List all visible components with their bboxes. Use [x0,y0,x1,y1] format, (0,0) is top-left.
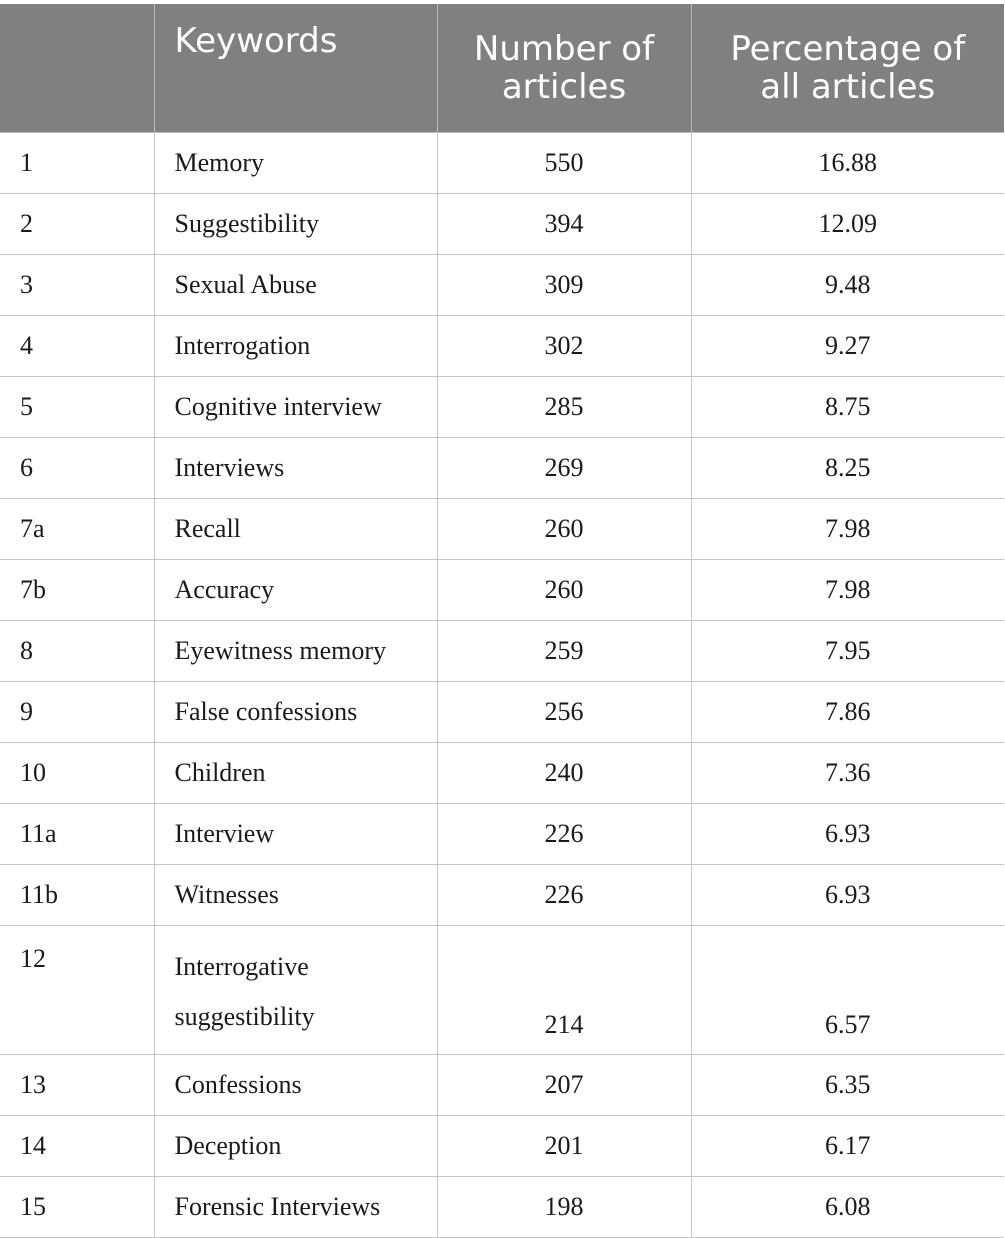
rank-cell: 5 [0,377,154,438]
number-cell: 550 [437,133,691,194]
keyword-line2: suggestibility [174,1002,315,1031]
percentage-cell: 6.93 [691,804,1004,865]
number-cell: 214 [437,926,691,1055]
header-number-of-articles [437,4,691,133]
rank-cell: 9 [0,682,154,743]
table-row [0,621,1004,682]
table-body [0,133,1004,1238]
keyword-cell: Sexual Abuse [154,255,437,316]
number-cell: 309 [437,255,691,316]
percentage-cell: 6.17 [691,1116,1004,1177]
table-row [0,499,1004,560]
number-cell: 198 [437,1177,691,1238]
keywords-table [0,4,1004,1238]
number-cell: 259 [437,621,691,682]
table-row [0,1177,1004,1238]
keyword-cell: False confessions [154,682,437,743]
keyword-cell: Interview [154,804,437,865]
keyword-line1: Interrogative [174,952,309,981]
table-row [0,804,1004,865]
percentage-cell: 7.86 [691,682,1004,743]
number-cell: 302 [437,316,691,377]
table-row [0,1055,1004,1116]
keyword-cell: Interviews [154,438,437,499]
number-cell: 394 [437,194,691,255]
keyword-cell: Confessions [154,1055,437,1116]
table-row [0,743,1004,804]
percentage-cell: 6.08 [691,1177,1004,1238]
percentage-cell: 8.75 [691,377,1004,438]
header-rank [0,4,154,133]
header-keywords: Keywords [154,4,437,133]
rank-cell: 1 [0,133,154,194]
keyword-cell: Witnesses [154,865,437,926]
percentage-cell: 7.98 [691,560,1004,621]
number-cell: 285 [437,377,691,438]
number-cell: 256 [437,682,691,743]
rank-cell: 14 [0,1116,154,1177]
rank-cell: 12 [0,926,154,1055]
keyword-cell: Forensic Interviews [154,1177,437,1238]
rank-cell: 11b [0,865,154,926]
keyword-cell: Deception [154,1116,437,1177]
percentage-cell: 6.57 [691,926,1004,1055]
percentage-cell: 8.25 [691,438,1004,499]
table-row [0,682,1004,743]
keyword-cell: Suggestibility [154,194,437,255]
table-row [0,865,1004,926]
percentage-cell: 9.48 [691,255,1004,316]
percentage-cell: 7.98 [691,499,1004,560]
percentage-cell: 9.27 [691,316,1004,377]
percentage-cell: 7.95 [691,621,1004,682]
number-cell: 260 [437,499,691,560]
table-row [0,255,1004,316]
keyword-cell: Recall [154,499,437,560]
rank-cell: 6 [0,438,154,499]
table-row [0,438,1004,499]
percentage-cell: 6.35 [691,1055,1004,1116]
header-row [0,4,1004,133]
keyword-cell: Interrogation [154,316,437,377]
rank-cell: 3 [0,255,154,316]
table-row [0,133,1004,194]
rank-cell: 13 [0,1055,154,1116]
rank-cell: 4 [0,316,154,377]
keyword-cell: Children [154,743,437,804]
table-row [0,926,1004,1055]
number-cell: 269 [437,438,691,499]
keyword-cell [154,926,437,1055]
keyword-cell: Memory [154,133,437,194]
rank-cell: 2 [0,194,154,255]
number-cell: 207 [437,1055,691,1116]
table-row [0,377,1004,438]
rank-cell: 15 [0,1177,154,1238]
header-percentage-line2: all articles [760,67,936,107]
number-cell: 201 [437,1116,691,1177]
number-cell: 226 [437,804,691,865]
keyword-cell: Eyewitness memory [154,621,437,682]
header-number-line1: Number of [473,29,655,69]
header-number-line2: articles [501,67,627,107]
table-row [0,316,1004,377]
keyword-cell: Accuracy [154,560,437,621]
rank-cell: 7a [0,499,154,560]
table-header [0,4,1004,133]
rank-cell: 7b [0,560,154,621]
table-row [0,1116,1004,1177]
percentage-cell: 12.09 [691,194,1004,255]
rank-cell: 11a [0,804,154,865]
table-row [0,560,1004,621]
table-row [0,194,1004,255]
number-cell: 260 [437,560,691,621]
rank-cell: 10 [0,743,154,804]
keywords-table-container [0,4,1004,1238]
header-percentage-line1: Percentage of [730,29,966,69]
percentage-cell: 7.36 [691,743,1004,804]
number-cell: 226 [437,865,691,926]
keyword-cell: Cognitive interview [154,377,437,438]
header-percentage-of-all-articles [691,4,1004,133]
rank-cell: 8 [0,621,154,682]
number-cell: 240 [437,743,691,804]
percentage-cell: 6.93 [691,865,1004,926]
percentage-cell: 16.88 [691,133,1004,194]
